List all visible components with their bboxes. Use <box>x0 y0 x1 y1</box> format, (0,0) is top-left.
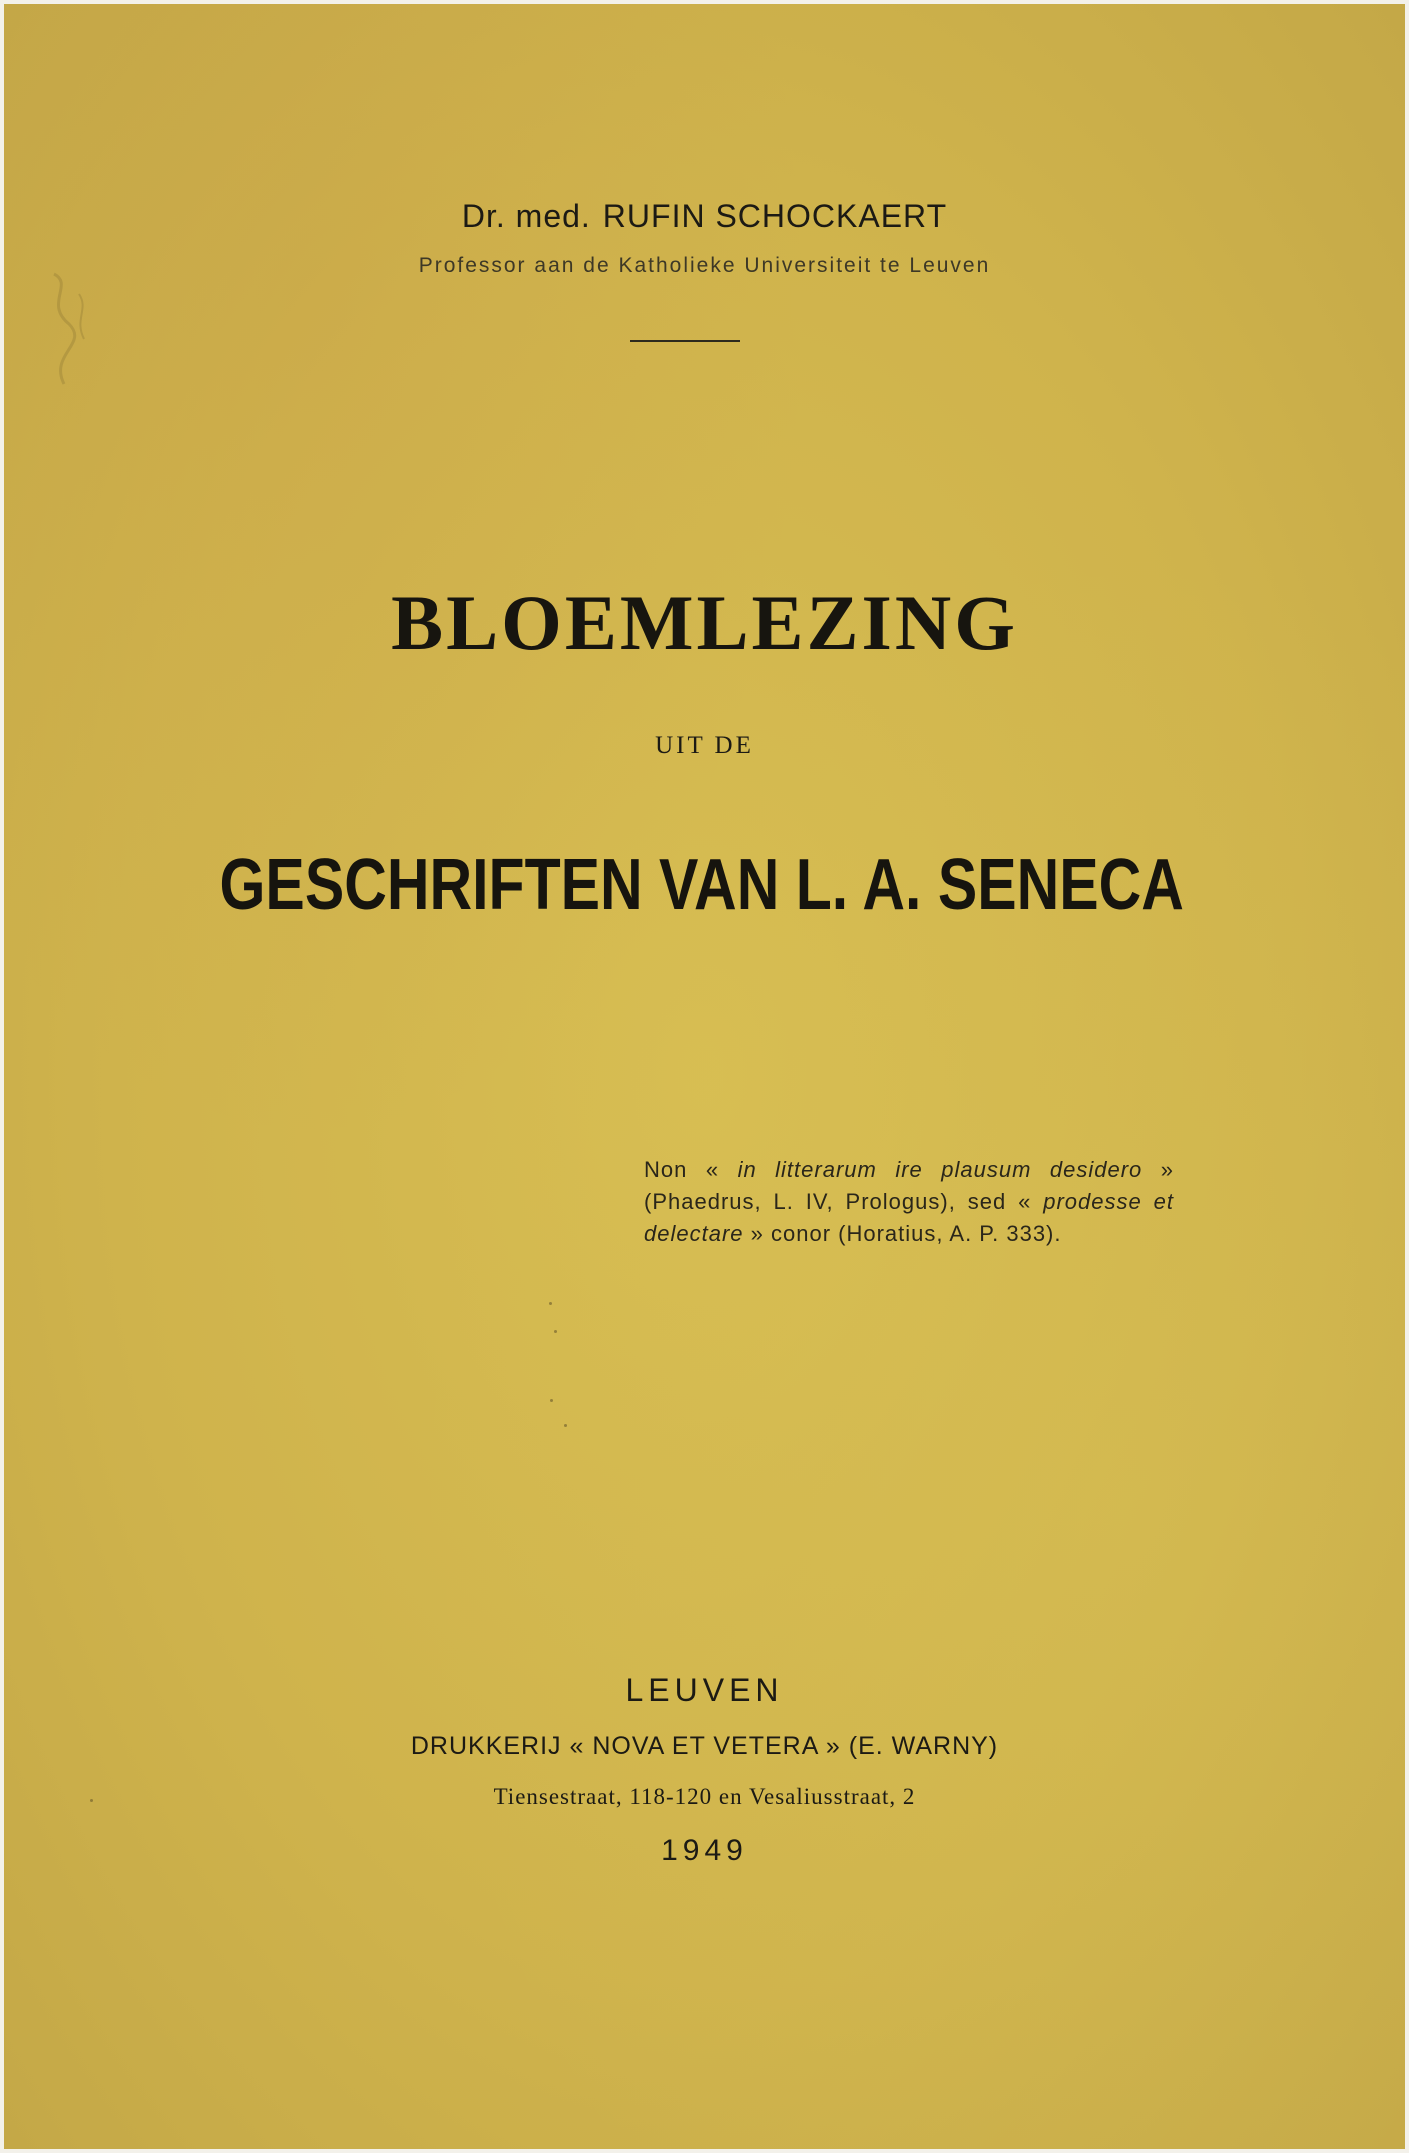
motto-quote-2: prodesse et delectare <box>644 1189 1174 1246</box>
motto-epigraph <box>644 1154 1174 1250</box>
paper-speck <box>549 1302 552 1305</box>
author-prefix: Dr. med. <box>461 198 591 234</box>
author-line <box>4 198 1405 235</box>
divider-rule <box>630 340 740 342</box>
motto-text-1: Non « <box>644 1157 720 1182</box>
author-affiliation: Professor aan de Katholieke Universiteit te Leuven <box>418 254 991 277</box>
book-subtitle: UIT DE <box>655 732 754 759</box>
publication-year: 1949 <box>661 1834 748 1867</box>
book-main-title: GESCHRIFTEN VAN L. A. SENECA <box>219 845 1184 925</box>
printer-address: Tiensestraat, 118-120 en Vesaliusstraat, 2 <box>493 1784 916 1809</box>
paper-speck <box>564 1424 567 1427</box>
paper-speck <box>550 1399 553 1402</box>
author-name: RUFIN SCHOCKAERT <box>602 198 948 234</box>
paper-speck <box>554 1330 557 1333</box>
printer-name: DRUKKERIJ « NOVA ET VETERA » (E. WARNY) <box>410 1732 999 1760</box>
motto-quote-1: in litterarum ire plausum desidero <box>737 1157 1143 1182</box>
motto-text-3: » conor (Horatius, A. P. 333). <box>750 1221 1062 1246</box>
stain-mark <box>34 264 104 394</box>
book-title: BLOEMLEZING <box>391 579 1018 666</box>
motto-text-2: » (Phaedrus, L. IV, Prologus), sed « <box>644 1157 1174 1214</box>
publication-place: LEUVEN <box>625 1672 784 1708</box>
